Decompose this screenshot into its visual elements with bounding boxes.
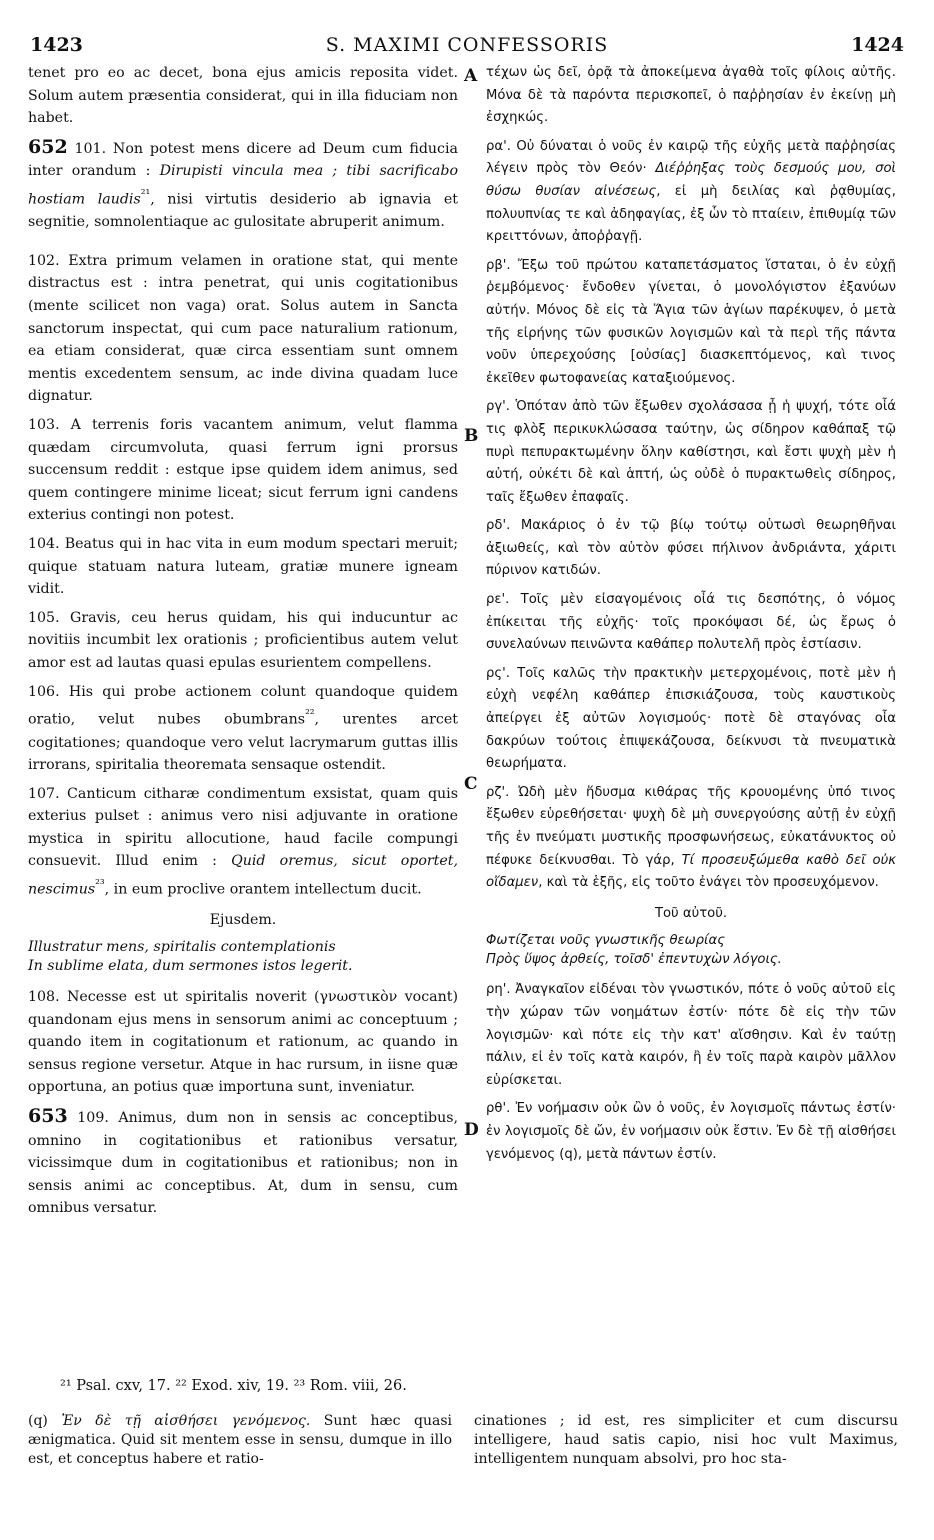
greek-para-101	[486, 136, 896, 249]
scripture-references: ²¹ Psal. cxv, 17. ²² Exod. xiv, 19. ²³ Rom. viii, 26.	[60, 1378, 407, 1394]
latin-verse-line-1: Illustratur mens, spiritalis contemplationis	[28, 938, 336, 955]
latin-para-0: tenet pro eo ac decet, bona ejus amicis reposita videt. Solum autem præsentia considerat, qui in illa fiduciam non habet.	[28, 65, 458, 127]
greek-para-109: ρθ'. Ἐν νοήμασιν οὐκ ὢν ὁ νοῦς, ἐν λογισμοῖς πάντως ἐστίν· ἐν λογισμοῖς δὲ ὤν, ἐν νοήμασιν οὐκ ἔστιν. Ἐν δὲ τῇ αἰσθήσει γενόμενος (q), μετὰ πάντων ἐστίν.	[486, 1101, 896, 1162]
latin-para-105: 105. Gravis, ceu herus quidam, his qui inducuntur ac novitiis incumbit lex orationis ; proficientibus autem velut amor est ad lautas quasi epulas esurientem compellens.	[28, 609, 458, 671]
footnote-ref-22: ²²	[305, 707, 315, 722]
para-107-text-b: , in eum proclive orantem intellectum ducit.	[104, 881, 422, 898]
latin-column	[28, 62, 458, 1226]
left-page-number: 1423	[30, 34, 83, 56]
para-107-text-a: 107. Canticum citharæ condimentum exsistat, quam quis exterius pulset : animus vero nisi adjuvante in oratione mystica in spiritu allocutione, haud facile compungi consuevit. Illud enim :	[28, 785, 458, 870]
greek-para-105: ρε'. Τοῖς μὲν εἰσαγομένοις οἷά τις δεσπότης, ὁ νόμος ἐπίκειται τῆς εὐχῆς· τοῖς προκόψασι δέ, ὡς ἔρως ὁ συνελαύνων πεινῶντα καθάπερ πολυτελῆ πρὸς ἑστίασιν.	[486, 592, 896, 653]
para-101-text-b: , nisi virtutis desiderio ab ignavia et segnitie, somnolentiaque ac gulositate abruperit animum.	[28, 191, 458, 231]
greek-para-0: τέχων ὡς δεῖ, ὁρᾷ τὰ ἀποκείμενα ἀγαθὰ τοῖς φίλοις αὐτῆς. Μόνα δὲ τὰ παρόντα περισκοπεῖ, ὁ παῤῥησίαν ἐν ἐκείνῃ μὴ ἐσχηκώς.	[486, 65, 896, 126]
footnote-ref-23: ²³	[95, 877, 105, 892]
latin-para-106	[28, 681, 458, 777]
greek-107-quote: Τί προσευξώμεθα καθὸ δεῖ οὐκ οἴδαμεν	[486, 852, 896, 891]
greek-107-text-a: ρζ'. Ὠδὴ μὲν ἥδυσμα κιθάρας τῆς κρουομένης ὑπό τινος ἔξωθεν εὑρεθήσεται· ψυχὴ δὲ μὴ συνεργούσης αὐτῇ ἐν εὐχῇ τῆς ἐν πνεύματι μυστικῆς προσφωνήσεως, εὐκατάνυκτος οὐ πέφυκε δείκνυσθαι. Τὸ γάρ,	[486, 784, 896, 868]
margin-letter-a: A	[464, 66, 478, 86]
para-106-text-a: 106. His qui probe actionem colunt quandoque quidem oratio, velut nubes obumbrans	[28, 683, 458, 728]
margin-letter-d: D	[464, 1120, 479, 1140]
right-page-number: 1424	[851, 34, 904, 56]
footnote-greek: Ἐν δὲ τῇ αἰσθήσει γενόμενος.	[61, 1413, 311, 1429]
latin-para-109	[28, 1105, 458, 1220]
latin-para-104: 104. Beatus qui in hac vita in eum modum spectari meruit; quique statuam natura luteam, gratiæ munere igneam vidit.	[28, 536, 458, 598]
footnote-label: (q)	[28, 1413, 62, 1429]
greek-column	[486, 62, 896, 1172]
greek-section-title: Τοῦ αὐτοῦ.	[654, 905, 728, 921]
para-101-text-a: Non potest mens dicere ad Deum cum fiducia inter orandum :	[28, 140, 458, 180]
greek-101-text-a: ρα'. Οὐ δύναται ὁ νοῦς ἐν καιρῷ τῆς εὐχῆς μετὰ παῤῥησίας λέγειν πρὸς τὸν Θεόν·	[486, 138, 896, 177]
latin-verse-line-2: In sublime elata, dum sermones istos legerit.	[28, 957, 353, 974]
para-109-text: 109. Animus, dum non in sensis ac conceptibus, omnino in cogitationibus et rationibus versatur, vicissimque dum in cogitationibus et rationibus; non in sensis animi ac conceptibus. At, dum in sensu, cum omnibus versatur.	[28, 1109, 458, 1217]
greek-verse-line-2: Πρὸς ὕψος ἀρθείς, τοῖσδ' ἐπεντυχὼν λόγοις.	[486, 952, 782, 968]
greek-para-107	[486, 782, 896, 895]
margin-number-652: 652	[28, 135, 68, 158]
greek-para-104: ρδ'. Μακάριος ὁ ἐν τῷ βίῳ τούτῳ οὑτωσὶ θεωρηθῆναι ἀξιωθείς, καὶ τὸν αὐτὸν φύσει πήλινον ἀνδριάντα, χάριτι πύρινον κατιδών.	[486, 518, 896, 579]
footnote-left-text: Sunt hæc quasi ænigmatica. Quid sit mentem esse in sensu, dumque in illo est, et conceptus habere et ratio-	[28, 1413, 452, 1467]
greek-verse-line-1: Φωτίζεται νοῦς γνωστικῆς θεωρίας	[486, 933, 725, 949]
margin-number-653: 653	[28, 1104, 68, 1127]
margin-letter-c: C	[464, 774, 478, 794]
latin-verse	[28, 938, 458, 976]
latin-para-107	[28, 783, 458, 902]
footnote-left	[28, 1412, 452, 1469]
greek-107-text-b: , καὶ τὰ ἑξῆς, εἰς τοῦτο ἐνάγει τὸν προσευχόμενον.	[538, 875, 879, 891]
greek-para-108: ρη'. Ἀναγκαῖον εἰδέναι τὸν γνωστικόν, πότε ὁ νοῦς αὐτοῦ εἰς τὴν χώραν τῶν νοημάτων ἐστίν· πότε δὲ εἰς τὴν τῶν λογισμῶν· καὶ πότε εἰς τὴν κατ' αἴσθησιν. Καὶ ἐν ταύτῃ πάλιν, εἰ ἐν τοῖς κατὰ καιρόν, ἢ ἐν τοῖς παρὰ καιρὸν μᾶλλον εὑρίσκεται.	[486, 982, 896, 1088]
greek-101-text-b: , εἰ μὴ δειλίας καὶ ῥᾳθυμίας, πολυυπνίας τε καὶ ἀδηφαγίας, ἐξ ὧν τὸ πταίειν, ἐπιθυμίᾳ τῶν κρειττόνων, ἀποῤῥαγῇ.	[486, 183, 896, 245]
latin-section-title: Ejusdem.	[209, 912, 277, 929]
latin-para-101	[28, 136, 458, 234]
para-101-quote: Dirupisti vincula mea ; tibi sacrificabo hostiam laudis	[28, 163, 458, 208]
para-106-text-b: , urentes arcet cogitationes; quandoque vero velut lacrymarum guttas illis irrorans, spiritalia theoremata sensaque ostendit.	[28, 711, 458, 774]
greek-para-102: ρβ'. Ἔξω τοῦ πρώτου καταπετάσματος ἵσταται, ὁ ἐν εὐχῇ ῥεμβόμενος· ἔνδοθεν γίνεται, ὁ μονολόγιστον ἐξανύων αὐτήν. Μόνος δὲ εἰς τὰ Ἅγια τῶν ἁγίων παρέκυψεν, ὁ μετὰ τῆς εἰρήνης τῶν φυσικῶν λογισμῶν καὶ τὰ περὶ τῆς πάντα νοῦν ὑπερεχούσης [οὐσίας] διασκεπτόμενος, καὶ τινος ἐκεῖθεν φωτοφανείας καταξιούμενος.	[486, 257, 896, 386]
greek-para-103: ργ'. Ὁπόταν ἀπὸ τῶν ἔξωθεν σχολάσασα ᾖ ἡ ψυχή, τότε οἷά τις φλὸξ περικυκλώσασα ταύτην, ὡς σίδηρον καθάπαξ τῷ πυρὶ πεπυρακτωμένην ὅλην καθίστησι, καὶ ἔστι ψυχὴ μὲν ἡ αὐτή, οὐκέτι δὲ καὶ ἁπτή, ὡς οὐδὲ ὁ πυρακτωθεὶς σίδηρος, ταῖς ἔξωθεν ἐπαφαῖς.	[486, 399, 896, 505]
greek-para-106: ρς'. Τοῖς καλῶς τὴν πρακτικὴν μετερχομένοις, ποτὲ μὲν ἡ εὐχὴ νεφέλη καθάπερ ἐπισκιάζουσα, τοὺς καυστικοὺς ἀπείργει ἐξ αὐτῶν λογισμούς· ποτὲ δὲ σταγόνας οἷα δακρύων τούτοις ἐπιψεκάζουσα, δείκνυσι τὰ πνευματικὰ θεωρήματα.	[486, 665, 896, 772]
margin-letter-b: B	[464, 426, 479, 446]
para-101-number: 101.	[74, 140, 107, 157]
latin-para-108: 108. Necesse est ut spiritalis noverit (γνωστικὸν vocant) quandonam ejus mens in sensorum animi ac conceptuum ; quando item in cogitationum et rationum, ac quando in sensus regione versetur. Atque in hac rursum, in iisne quæ opportuna, an potius quæ importuna sunt, inveniatur.	[28, 988, 458, 1096]
page-header	[30, 34, 904, 58]
footnote-right: cinationes ; id est, res simpliciter et cum discursu intelligere, haud satis capio, nisi hoc vult Maximus, intelligentem nunquam absolvi, pro hoc sta-	[474, 1413, 898, 1467]
greek-101-quote: Διέῤῥηξας τοὺς δεσμούς μου, σοὶ θύσω θυσίαν αἰνέσεως	[486, 161, 897, 199]
running-title: S. MAXIMI CONFESSORIS	[325, 34, 609, 56]
para-107-quote: Quid oremus, sicut oportet, nescimus	[28, 853, 458, 898]
greek-verse	[486, 931, 896, 969]
footnote-ref-21: ²¹	[140, 186, 151, 201]
latin-para-103: 103. A terrenis foris vacantem animum, velut flamma quædam circumvoluta, quasi ferrum igni prorsus succensum reddit : estque ipse quidem idem animus, sed quem contingere minime liceat; sicut ferrum igni candens exterius contingi non potest.	[28, 417, 458, 524]
latin-para-102: 102. Extra primum velamen in oratione stat, qui mente distractus est : intra penetrat, qui unis cogitationibus (mente scilicet non vaga) orat. Solus autem in Sancta sanctorum inspectat, qui cum pace naturalium rationum, ea etiam considerat, quæ circa essentiam sunt omnem mentis excedentem sensum, ac inde divina quadam luce dignatur.	[28, 252, 458, 405]
